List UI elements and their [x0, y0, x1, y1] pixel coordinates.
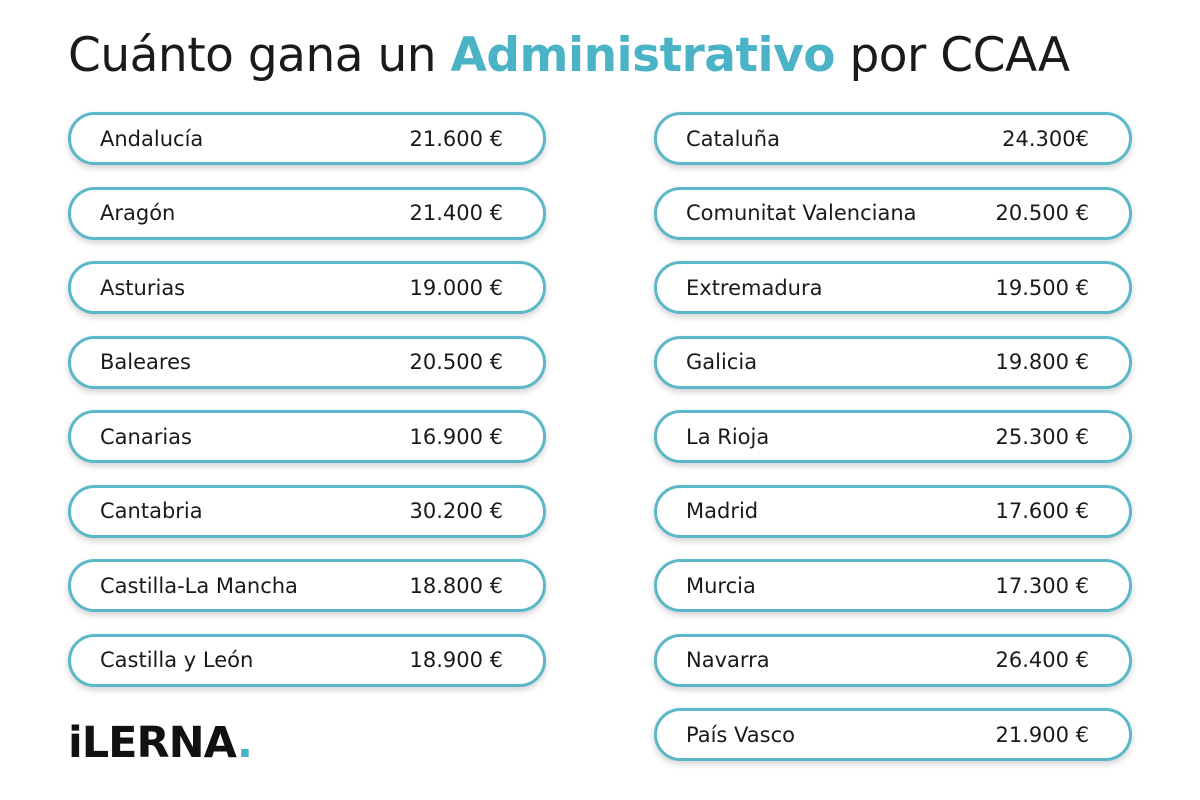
title-highlight: Administrativo [450, 28, 836, 83]
salary-value: 18.900 € [409, 648, 503, 672]
salary-value: 20.500 € [995, 201, 1089, 225]
salary-item [68, 187, 546, 240]
salary-item [654, 261, 1132, 314]
region-name: Navarra [686, 648, 770, 672]
salary-item [68, 336, 546, 389]
salary-item [654, 112, 1132, 165]
region-name: Cataluña [686, 126, 780, 151]
salary-item [654, 559, 1132, 612]
right-salary-list [654, 112, 1132, 783]
region-name: La Rioja [686, 424, 770, 449]
salary-value: 24.300€ [1002, 126, 1089, 151]
region-name: Andalucía [100, 126, 204, 151]
logo-text: iLERNA [68, 718, 237, 768]
region-name: Canarias [100, 424, 192, 449]
region-name: Asturias [100, 275, 186, 300]
logo-dot: . [236, 718, 253, 768]
salary-item [654, 485, 1132, 538]
salary-value: 19.500 € [995, 275, 1089, 300]
region-name: Aragón [100, 201, 176, 225]
region-name: Murcia [686, 573, 756, 598]
ilerna-logo [68, 718, 252, 768]
salary-value: 25.300 € [995, 424, 1089, 449]
salary-value: 17.300 € [995, 573, 1089, 598]
salary-item [68, 634, 546, 687]
salary-item [68, 485, 546, 538]
region-name: Castilla y León [100, 648, 254, 672]
salary-item [654, 410, 1132, 463]
salary-value: 26.400 € [995, 648, 1089, 672]
region-name: Castilla-La Mancha [100, 573, 298, 598]
salary-value: 30.200 € [409, 499, 503, 523]
left-salary-list [68, 112, 546, 708]
salary-item [68, 410, 546, 463]
salary-item [654, 634, 1132, 687]
salary-value: 19.000 € [409, 275, 503, 300]
salary-item [68, 112, 546, 165]
region-name: Cantabria [100, 499, 203, 523]
region-name: País Vasco [686, 722, 795, 747]
salary-value: 19.800 € [995, 350, 1089, 374]
salary-item [68, 261, 546, 314]
salary-item [654, 336, 1132, 389]
salary-value: 21.900 € [995, 722, 1089, 747]
region-name: Baleares [100, 350, 191, 374]
salary-value: 20.500 € [409, 350, 503, 374]
salary-value: 21.600 € [409, 126, 503, 151]
region-name: Madrid [686, 499, 759, 523]
title-suffix: por CCAA [835, 28, 1070, 83]
salary-item [654, 187, 1132, 240]
salary-value: 21.400 € [409, 201, 503, 225]
page-title [68, 28, 1070, 83]
region-name: Galicia [686, 350, 758, 374]
salary-value: 16.900 € [409, 424, 503, 449]
salary-item [654, 708, 1132, 761]
title-prefix: Cuánto gana un [68, 28, 451, 83]
salary-item [68, 559, 546, 612]
salary-value: 18.800 € [409, 573, 503, 598]
region-name: Comunitat Valenciana [686, 201, 917, 225]
salary-value: 17.600 € [995, 499, 1089, 523]
region-name: Extremadura [686, 275, 823, 300]
